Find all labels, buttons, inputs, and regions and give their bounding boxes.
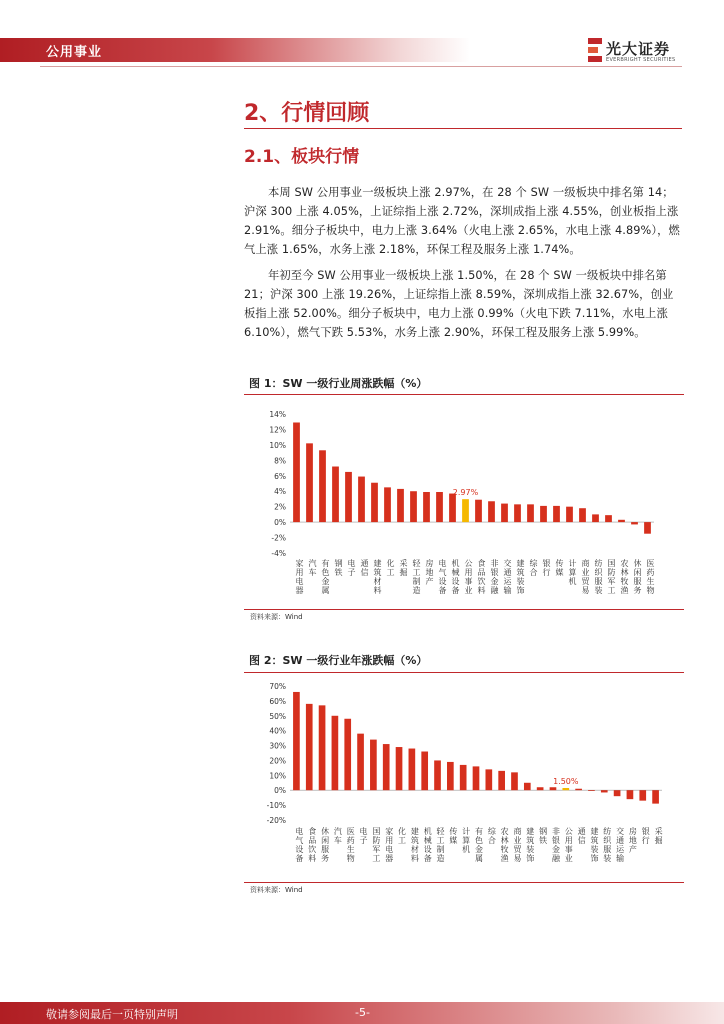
bar: [319, 705, 326, 790]
x-tick-label: 机械设备: [423, 827, 432, 863]
data-label: 2.97%: [452, 488, 479, 498]
x-tick-label: 电子: [359, 827, 368, 845]
bar: [358, 477, 365, 523]
bar: [409, 749, 416, 791]
bar: [511, 772, 518, 790]
bar: [384, 487, 391, 522]
x-tick-label: 建筑材料: [410, 827, 419, 863]
y-tick-label: 10%: [269, 440, 286, 450]
x-tick-label: 汽车: [308, 559, 317, 577]
x-tick-label: 机械设备: [451, 559, 460, 595]
x-tick-label: 房地产: [425, 559, 434, 586]
figure-2-title: 图 2：SW 一级行业年涨跌幅（%）: [249, 654, 428, 667]
y-tick-label: 14%: [269, 410, 286, 419]
x-tick-label: 交通运输: [503, 559, 512, 595]
page-number: -5-: [355, 1006, 370, 1019]
brand-logo: [588, 38, 688, 66]
bar: [605, 515, 612, 522]
x-tick-label: 化工: [386, 559, 395, 577]
y-tick-label: 40%: [269, 726, 286, 736]
bar: [396, 747, 403, 790]
x-tick-label: 公用事业: [564, 827, 573, 863]
x-tick-label: 农林牧渔: [620, 559, 629, 595]
x-tick-label: 计算机: [462, 827, 471, 854]
bar: [344, 719, 351, 790]
bar: [614, 790, 621, 796]
x-tick-label: 纺织服装: [594, 559, 603, 595]
x-tick-label: 电气设备: [295, 827, 304, 863]
x-tick-label: 商业贸易: [581, 559, 590, 595]
x-tick-label: 休闲服务: [633, 559, 642, 595]
bar: [627, 790, 634, 799]
bar: [397, 489, 404, 522]
x-tick-label: 国防军工: [607, 559, 616, 595]
bar: [601, 790, 608, 792]
y-tick-label: 4%: [274, 487, 286, 497]
x-tick-label: 银行: [542, 559, 551, 577]
heading-2: 2.1、板块行情: [244, 147, 360, 167]
x-tick-label: 综合: [487, 827, 496, 845]
x-tick-label: 采掘: [654, 827, 663, 845]
x-tick-label: 建筑装饰: [526, 827, 535, 863]
x-tick-label: 国防军工: [372, 827, 381, 863]
x-tick-label: 通信: [577, 827, 586, 845]
y-tick-label: 2%: [274, 502, 286, 512]
heading-1: 2、行情回顾: [244, 101, 370, 126]
bar: [540, 506, 547, 522]
bar: [473, 766, 480, 790]
bar: [436, 492, 443, 522]
x-tick-label: 采掘: [399, 559, 408, 577]
logo-subtext: EVERBRIGHT SECURITIES: [606, 57, 676, 63]
bar: [293, 422, 300, 522]
y-tick-label: 20%: [269, 756, 286, 766]
paragraph-weekly: 本周 SW 公用事业一级板块上涨 2.97%，在 28 个 SW 一级板块中排名第 14；沪深 300 上涨 4.05%，上证综指上涨 2.72%，深圳成指上涨 4.55%，创业板指上涨 2.91%。细分子板块中，电力上涨 3.64%（火电上涨 2.65%，水电上涨 4.89%），燃气上涨 1.65%，水务上涨 2.18%，环保工程及服务上涨 1.74%。: [244, 186, 680, 256]
bar: [460, 765, 467, 790]
bar: [434, 760, 441, 790]
bar: [550, 787, 557, 790]
bar: [514, 504, 521, 522]
figure-2-source: 资料来源：Wind: [250, 886, 303, 894]
x-tick-label: 有色金属: [475, 827, 483, 863]
x-tick-label: 通信: [360, 559, 369, 577]
y-tick-label: 10%: [269, 771, 286, 781]
x-tick-label: 传媒: [555, 559, 564, 577]
bar: [383, 744, 390, 790]
bar: [562, 788, 569, 790]
bar: [501, 504, 508, 523]
bar: [618, 520, 625, 522]
bar: [332, 467, 339, 523]
x-tick-label: 家用电器: [295, 559, 304, 595]
bar: [421, 752, 428, 791]
y-tick-label: 12%: [269, 425, 286, 435]
section-title: 公用事业: [46, 45, 103, 60]
figure-1-source: 资料来源：Wind: [250, 613, 303, 621]
x-tick-label: 传媒: [449, 827, 458, 845]
bar: [370, 740, 377, 791]
y-tick-label: 70%: [269, 682, 286, 691]
y-tick-label: 50%: [269, 711, 286, 721]
bar: [423, 492, 430, 522]
x-tick-label: 医药生物: [646, 559, 655, 595]
x-tick-label: 房地产: [628, 827, 637, 854]
bar: [462, 499, 469, 522]
x-tick-label: 休闲服务: [321, 827, 330, 863]
x-tick-label: 汽车: [333, 827, 342, 845]
figure-2-bottom-rule: [244, 882, 684, 883]
x-tick-label: 非银金融: [490, 559, 499, 595]
y-tick-label: -20%: [266, 816, 286, 825]
x-tick-label: 电子: [347, 559, 356, 577]
bar: [537, 787, 544, 790]
x-tick-label: 有色金属: [321, 559, 330, 595]
bar: [524, 783, 531, 790]
bar: [566, 507, 573, 522]
bar: [345, 472, 352, 522]
x-tick-label: 银行: [641, 827, 650, 845]
bar: [553, 506, 560, 522]
bar: [592, 514, 599, 522]
heading-divider: [244, 128, 682, 129]
x-tick-label: 农林牧渔: [500, 827, 509, 863]
x-tick-label: 交通运输: [616, 827, 625, 863]
x-tick-label: 建筑材料: [373, 559, 382, 595]
x-tick-label: 食品饮料: [308, 827, 317, 863]
bar: [332, 716, 339, 790]
x-tick-label: 建筑装饰: [516, 559, 525, 595]
x-tick-label: 建筑装饰: [590, 827, 599, 863]
x-tick-label: 家用电器: [385, 827, 394, 863]
x-tick-label: 化工: [398, 827, 407, 845]
bar: [306, 443, 313, 522]
logo-text: 光大证券: [606, 40, 671, 58]
y-tick-label: 8%: [274, 456, 286, 466]
logo-mark-icon: [588, 38, 602, 62]
y-tick-label: -10%: [266, 801, 286, 811]
bar: [410, 491, 417, 522]
data-label: 1.50%: [553, 776, 579, 786]
x-tick-label: 医药生物: [346, 827, 355, 863]
x-tick-label: 计算机: [568, 559, 577, 586]
x-tick-label: 钢铁: [334, 559, 343, 577]
x-tick-label: 轻工制造: [436, 827, 445, 863]
y-tick-label: -2%: [271, 533, 286, 543]
bar: [485, 769, 492, 790]
bar: [527, 504, 534, 522]
x-tick-label: 非银金融: [551, 827, 560, 863]
bar: [588, 790, 595, 791]
y-tick-label: 6%: [274, 471, 286, 481]
bar: [488, 501, 495, 522]
footer-disclaimer: 敬请参阅最后一页特别声明: [46, 1008, 178, 1021]
bar: [306, 704, 313, 790]
x-tick-label: 公用事业: [464, 559, 473, 595]
x-tick-label: 食品饮料: [477, 559, 486, 595]
bar: [639, 790, 646, 800]
y-tick-label: 60%: [269, 696, 286, 706]
bar: [498, 771, 505, 790]
figure-1-bottom-rule: [244, 609, 684, 610]
y-tick-label: 0%: [274, 786, 286, 796]
x-tick-label: 综合: [529, 559, 538, 577]
bar: [475, 500, 482, 522]
bar: [371, 483, 378, 522]
bar: [631, 522, 638, 524]
figure-2-chart: [244, 676, 684, 881]
bar: [644, 522, 651, 534]
y-tick-label: 30%: [269, 741, 286, 751]
figure-2-top-rule: [244, 672, 684, 673]
figure-1-top-rule: [244, 394, 684, 395]
y-tick-label: 0%: [274, 518, 286, 528]
figure-1-chart: [244, 398, 684, 608]
x-tick-label: 钢铁: [539, 827, 548, 845]
bar: [579, 508, 586, 522]
y-tick-label: -4%: [271, 549, 286, 558]
bar: [449, 494, 456, 523]
bar: [357, 734, 364, 791]
bar: [652, 790, 659, 803]
bar: [447, 762, 454, 790]
paragraph-ytd: 年初至今 SW 公用事业一级板块上涨 1.50%，在 28 个 SW 一级板块中排名第 21；沪深 300 上涨 19.26%，上证综指上涨 8.59%，深圳成指上涨 32.67%，创业板指上涨 52.00%。细分子板块中，电力上涨 0.99%（火电下跌 7.11%，水电上涨 6.10%），燃气下跌 5.53%，水务上涨 2.90%，环保工程及服务上涨 5.99%。: [244, 269, 674, 339]
x-tick-label: 纺织服装: [603, 827, 612, 863]
x-tick-label: 轻工制造: [412, 559, 421, 595]
bar: [293, 692, 300, 790]
x-tick-label: 电气设备: [438, 559, 447, 595]
bar: [319, 450, 326, 522]
figure-1-title: 图 1：SW 一级行业周涨跌幅（%）: [249, 377, 428, 390]
x-tick-label: 商业贸易: [513, 827, 522, 863]
bar: [575, 789, 582, 790]
header-divider: [40, 66, 682, 67]
